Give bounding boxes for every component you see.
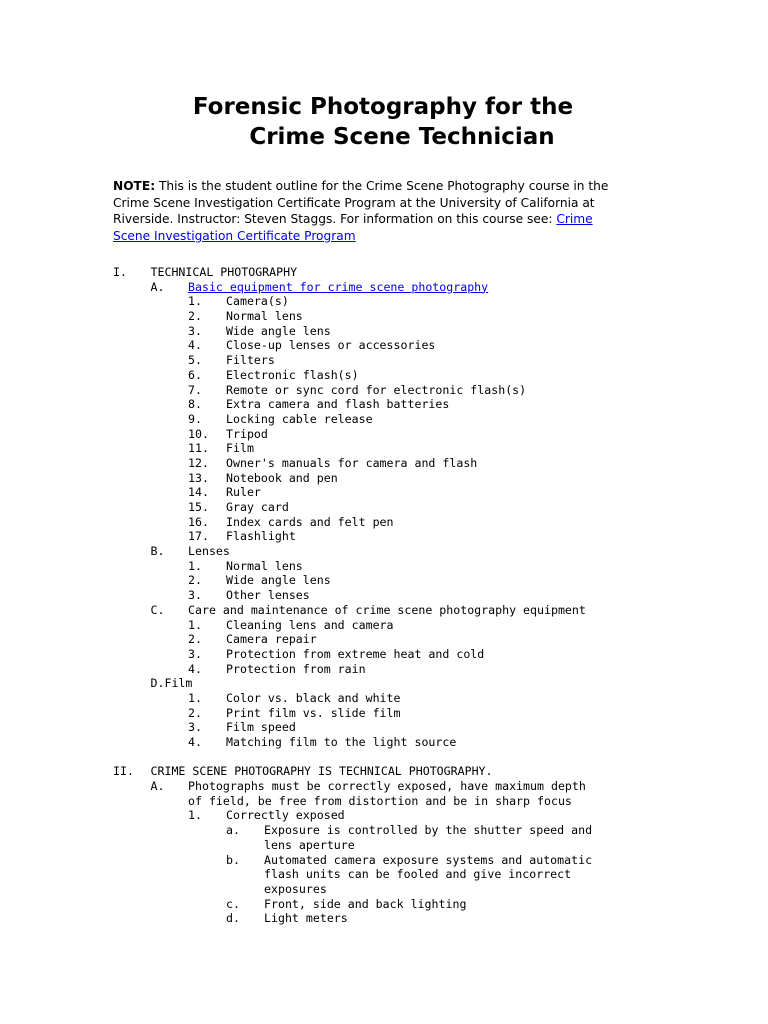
list-item	[113, 735, 733, 750]
list-item	[113, 515, 733, 530]
list-item-text: Wide angle lens	[226, 323, 331, 338]
sub-item-letter: a.	[226, 823, 240, 838]
list-item-text: Extra camera and flash batteries	[226, 397, 450, 412]
document-title-line-2: Crime Scene Technician	[249, 124, 555, 150]
list-item-number: 15.	[188, 500, 209, 514]
list-item-number: 3.	[188, 646, 202, 661]
sub-item-letter: d.	[226, 911, 240, 926]
list-item-text: Ruler	[226, 485, 261, 500]
list-item	[113, 368, 733, 383]
list-item	[113, 632, 733, 647]
subsection-2a-continuation	[113, 794, 733, 809]
list-item	[113, 720, 733, 735]
sub-list-item	[113, 911, 733, 926]
section-2-number: II.	[113, 764, 134, 779]
list-item	[113, 485, 733, 500]
list-item-number: 16.	[188, 514, 209, 529]
list-item-number: 1.	[188, 808, 202, 823]
list-item	[113, 324, 733, 339]
list-item	[113, 647, 733, 662]
list-item-text: Locking cable release	[226, 411, 373, 426]
section-2-title: CRIME SCENE PHOTOGRAPHY IS TECHNICAL PHOTOGRAPHY.	[150, 764, 493, 779]
list-item-text: Protection from extreme heat and cold	[226, 646, 485, 661]
list-item-text: Correctly exposed	[226, 808, 345, 823]
list-item-text: Print film vs. slide film	[226, 705, 401, 720]
list-item-text: Flashlight	[226, 529, 296, 544]
list-item-number: 1.	[188, 294, 202, 309]
list-item-text: Camera(s)	[226, 294, 289, 309]
list-item-number: 3.	[188, 323, 202, 338]
list-item	[113, 573, 733, 588]
section-1-title: TECHNICAL PHOTOGRAPHY	[150, 265, 298, 279]
list-item-text: Protection from rain	[226, 661, 366, 676]
list-item-text: Tripod	[226, 426, 268, 441]
sub-list-item	[113, 823, 733, 838]
sub-item-text: Automated camera exposure systems and automatic	[264, 852, 593, 867]
course-outline	[113, 265, 733, 926]
list-item	[113, 559, 733, 574]
sub-item-letter: b.	[226, 852, 240, 867]
subsection-2a-line-1: Photographs must be correctly exposed, have maximum depth	[188, 779, 586, 794]
subsection-1a-heading	[113, 280, 733, 295]
list-item	[113, 691, 733, 706]
list-item	[113, 441, 733, 456]
list-item-text: Normal lens	[226, 558, 303, 573]
subsection-1d-title: D.Film	[150, 676, 193, 691]
subsection-1c-heading	[113, 603, 733, 618]
sub-list-item	[113, 897, 733, 912]
list-item	[113, 338, 733, 353]
subsection-2a-line-2: of field, be free from distortion and be in sharp focus	[188, 793, 572, 808]
note-text: This is the student outline for the Crime Scene Photography course in the Crime Scene Investigation Certificate Program at the University of California at Riverside. Instructor: Steven Staggs. For information on this course see:	[113, 179, 609, 227]
list-item-number: 11.	[188, 441, 209, 456]
list-item-number: 10.	[188, 426, 209, 441]
section-2-heading	[113, 764, 733, 779]
list-item	[113, 456, 733, 471]
list-item-number: 4.	[188, 735, 202, 749]
list-item-text: Camera repair	[226, 632, 317, 647]
list-item-text: Gray card	[226, 500, 289, 514]
sub-list-item	[113, 838, 733, 853]
document-title-line-1: Forensic Photography for the	[192, 94, 574, 120]
list-item-text: Notebook and pen	[226, 470, 338, 485]
list-item-text: Cleaning lens and camera	[226, 617, 394, 632]
list-item-text: Wide angle lens	[226, 573, 331, 588]
list-item-text: Film speed	[226, 720, 296, 735]
list-item	[113, 427, 733, 442]
list-item-text: Remote or sync cord for electronic flash(s)	[226, 382, 527, 397]
sub-list-item	[113, 867, 733, 882]
list-item-number: 9.	[188, 411, 202, 426]
list-item-number: 14.	[188, 485, 209, 500]
sub-item-text: lens aperture	[264, 837, 355, 852]
sub-item-text: Exposure is controlled by the shutter speed and	[264, 823, 593, 838]
subsection-1b-letter: B.	[150, 544, 165, 559]
list-item-number: 7.	[188, 382, 202, 397]
list-item	[113, 808, 733, 823]
list-item-number: 2.	[188, 309, 202, 324]
subsection-2a-letter: A.	[150, 779, 165, 794]
sub-item-text: Front, side and back lighting	[264, 896, 467, 911]
list-item	[113, 588, 733, 603]
subsection-1c-title: Care and maintenance of crime scene photography equipment	[188, 602, 586, 617]
list-item	[113, 500, 733, 515]
list-item-text: Owner's manuals for camera and flash	[226, 455, 478, 470]
list-item	[113, 529, 733, 544]
list-item-text: Color vs. black and white	[226, 690, 401, 705]
sub-item-letter: c.	[226, 896, 240, 911]
subsection-2a-heading	[113, 779, 733, 794]
section-1-number: I.	[113, 265, 127, 279]
list-item-number: 5.	[188, 353, 202, 368]
list-item	[113, 706, 733, 721]
list-item-number: 17.	[188, 529, 209, 544]
list-item	[113, 309, 733, 324]
list-item-number: 1.	[188, 558, 202, 573]
list-item-text: Matching film to the light source	[226, 735, 457, 749]
list-item-number: 2.	[188, 573, 202, 588]
subsection-1b-title: Lenses	[188, 544, 230, 559]
sub-item-text: Light meters	[264, 911, 348, 926]
sub-list-item	[113, 882, 733, 897]
subsection-1d-heading	[113, 676, 733, 691]
list-item-number: 8.	[188, 397, 202, 412]
list-item-text: Close-up lenses or accessories	[226, 338, 436, 353]
list-item	[113, 471, 733, 486]
list-item	[113, 618, 733, 633]
list-item-number: 3.	[188, 720, 202, 735]
list-item-text: Film	[226, 441, 254, 456]
list-item-number: 2.	[188, 632, 202, 647]
list-item-number: 12.	[188, 455, 209, 470]
note-paragraph	[113, 178, 633, 244]
list-item-number: 6.	[188, 367, 202, 382]
list-item-number: 4.	[188, 338, 202, 353]
list-item-number: 13.	[188, 470, 209, 485]
list-item-number: 4.	[188, 661, 202, 676]
list-item-number: 1.	[188, 617, 202, 632]
list-item	[113, 294, 733, 309]
basic-equipment-link[interactable]: Basic equipment for crime scene photography	[188, 279, 489, 294]
list-item-number: 1.	[188, 690, 202, 705]
list-item	[113, 397, 733, 412]
sub-item-text: flash units can be fooled and give incorrect	[264, 867, 572, 882]
list-item-text: Index cards and felt pen	[226, 514, 394, 529]
list-item	[113, 383, 733, 398]
subsection-1b-heading	[113, 544, 733, 559]
subsection-1c-letter: C.	[150, 602, 165, 617]
note-label: NOTE:	[113, 179, 156, 194]
list-item	[113, 353, 733, 368]
list-item-text: Other lenses	[226, 588, 310, 603]
subsection-1a-letter: A.	[150, 279, 165, 294]
list-item-number: 3.	[188, 588, 202, 603]
list-item	[113, 662, 733, 677]
sub-item-text: exposures	[264, 881, 327, 896]
list-item-text: Electronic flash(s)	[226, 367, 359, 382]
list-item-text: Filters	[226, 353, 275, 368]
certificate-program-link[interactable]: Crime Scene Investigation Certificate Program	[113, 212, 593, 243]
list-item	[113, 412, 733, 427]
list-item-text: Normal lens	[226, 309, 303, 324]
list-item-number: 2.	[188, 705, 202, 720]
section-1-heading	[113, 265, 733, 280]
sub-list-item	[113, 853, 733, 868]
